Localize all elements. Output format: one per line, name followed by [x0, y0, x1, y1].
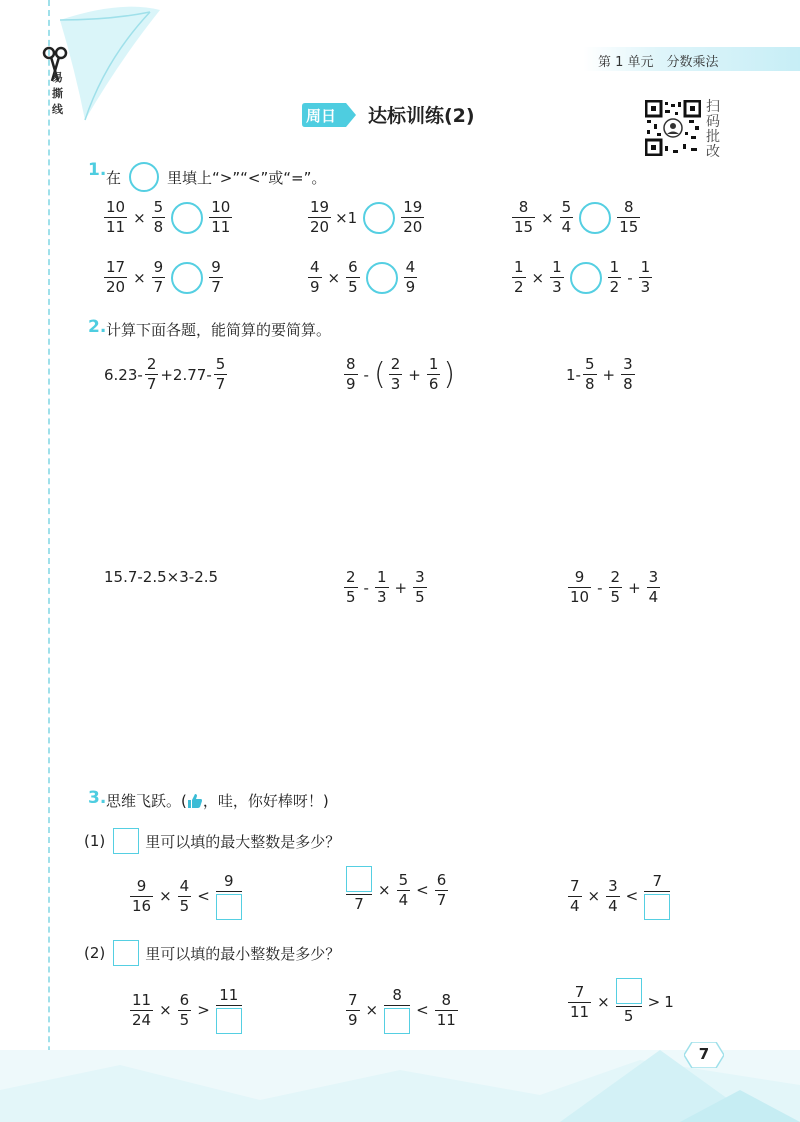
expression-part: 1- — [566, 365, 581, 384]
question-2-text: 计算下面各题，能简算的要简算。 — [106, 321, 332, 339]
fraction: $\frac{2}{5}$ — [610, 568, 621, 606]
fraction: $\frac{2}{5}$ — [346, 568, 356, 606]
sub-question-label: (2) — [84, 944, 106, 962]
answer-box[interactable] — [616, 978, 642, 1004]
fraction: $\frac{8}{15}$ — [619, 198, 639, 236]
question-1-number: 1. — [88, 160, 107, 180]
fraction: $\frac{11}{24}$ — [132, 990, 152, 1029]
fraction: $\frac{1}{2}$ — [609, 258, 620, 296]
fraction: $\frac{7}{9}$ — [348, 990, 358, 1029]
fraction: 8 — [384, 986, 410, 1034]
inequality-2 — [344, 866, 450, 914]
fraction: $\frac{9}{7}$ — [153, 258, 164, 296]
compare-item-5 — [306, 258, 419, 297]
fraction: $\frac{5}{8}$ — [153, 198, 164, 236]
fraction: $\frac{1}{3}$ — [640, 258, 651, 296]
fraction: 7 — [644, 872, 670, 920]
answer-box[interactable] — [346, 866, 372, 892]
fraction: 5 — [616, 978, 642, 1026]
question-1-text — [106, 162, 326, 192]
fraction: 11 — [216, 986, 242, 1034]
question-2-number: 2. — [88, 317, 107, 337]
fraction: $\frac{4}{5}$ — [179, 876, 190, 915]
operator: × — [597, 993, 610, 1011]
operator: × — [365, 1001, 379, 1019]
calc-item-2 — [342, 355, 456, 394]
sub-question-text: 里可以填的最大整数是多少？ — [145, 832, 341, 851]
operator: - — [627, 268, 633, 287]
answer-circle[interactable] — [171, 262, 203, 294]
fraction: $\frac{19}{20}$ — [310, 198, 330, 236]
answer-box[interactable] — [644, 894, 670, 920]
expression-part: 15.7-2.5×3-2.5 — [104, 568, 219, 586]
fraction: $\frac{4}{9}$ — [405, 258, 416, 296]
operator: + — [408, 365, 421, 384]
operator: × — [587, 887, 601, 905]
answer-box[interactable] — [216, 894, 242, 920]
sample-circle — [129, 162, 159, 192]
expression-part: 1 — [664, 993, 674, 1011]
inequality-1 — [128, 872, 244, 920]
fraction: 7 — [346, 866, 372, 914]
operator: × — [159, 887, 172, 905]
operator: - — [597, 578, 603, 597]
compare-item-3 — [510, 198, 642, 237]
fraction: $\frac{5}{7}$ — [215, 355, 226, 393]
operator: × — [159, 1001, 172, 1019]
sample-box — [113, 828, 139, 854]
question-3-praise: ，哇，你好棒呀！) — [202, 792, 329, 810]
calc-item-3 — [566, 355, 637, 394]
compare-item-1 — [102, 198, 234, 237]
operator: + — [394, 578, 408, 597]
calc-item-1 — [104, 355, 229, 394]
qr-label: 扫码批改 — [706, 99, 720, 160]
page-title: 达标训练(2) — [368, 105, 475, 127]
fraction: $\frac{2}{7}$ — [146, 355, 157, 393]
inequality-3 — [566, 872, 672, 920]
fraction: $\frac{5}{4}$ — [561, 198, 572, 236]
unit-title: 第 1 单元 分数乘法 — [598, 55, 719, 70]
sub-question-label: (1) — [84, 832, 106, 850]
fraction: $\frac{9}{7}$ — [211, 258, 221, 296]
fraction: $\frac{3}{8}$ — [623, 355, 633, 393]
fraction: $\frac{5}{8}$ — [584, 355, 595, 393]
question-3-number: 3. — [88, 788, 107, 808]
inequality-5 — [344, 986, 460, 1034]
fraction: $\frac{19}{20}$ — [403, 198, 423, 236]
sample-box — [113, 940, 139, 966]
fraction: $\frac{6}{5}$ — [348, 258, 358, 296]
day-tag: 周日 — [306, 107, 337, 125]
fraction: $\frac{7}{11}$ — [570, 982, 590, 1021]
inequality-6 — [566, 978, 674, 1026]
answer-circle[interactable] — [363, 202, 395, 234]
fraction: $\frac{1}{3}$ — [552, 258, 562, 296]
fraction: $\frac{3}{4}$ — [608, 876, 618, 915]
operator: < — [416, 881, 429, 899]
operator: < — [197, 887, 210, 905]
paren: ) — [443, 356, 456, 392]
fraction: $\frac{10}{11}$ — [211, 198, 231, 236]
answer-circle[interactable] — [171, 202, 203, 234]
answer-circle[interactable] — [579, 202, 611, 234]
fraction: $\frac{6}{7}$ — [436, 870, 447, 909]
operator: > — [647, 993, 661, 1011]
operator: - — [363, 365, 369, 384]
operator: × — [531, 268, 545, 287]
answer-circle[interactable] — [570, 262, 602, 294]
question-3-title: 思维飞跃。( — [106, 792, 187, 810]
answer-circle[interactable] — [366, 262, 398, 294]
calc-item-5 — [342, 568, 429, 607]
qr-code-icon[interactable] — [645, 100, 701, 156]
operator: × — [541, 208, 554, 227]
operator: × — [133, 268, 146, 287]
calc-item-4 — [104, 568, 218, 586]
fraction: $\frac{5}{4}$ — [398, 870, 409, 909]
fraction: $\frac{9}{16}$ — [132, 876, 152, 915]
fraction: $\frac{17}{20}$ — [106, 258, 126, 296]
thumbs-up-icon — [187, 793, 203, 809]
sub-question-2 — [84, 940, 340, 966]
calc-item-6 — [566, 568, 662, 607]
fraction: $\frac{8}{15}$ — [514, 198, 534, 236]
operator: + — [602, 365, 616, 384]
question-3-text — [106, 790, 329, 811]
fraction: $\frac{6}{5}$ — [179, 990, 190, 1029]
fraction: $\frac{9}{10}$ — [570, 568, 590, 606]
corner-decoration — [0, 0, 200, 140]
operator: < — [625, 887, 639, 905]
sub-question-text: 里可以填的最小整数是多少？ — [145, 944, 341, 963]
tear-line-label: 易撕线 — [52, 71, 63, 116]
compare-item-2 — [306, 198, 426, 237]
tear-line — [48, 0, 50, 1122]
question-1-pre: 在 — [106, 168, 122, 187]
operator: > — [197, 1001, 210, 1019]
operator: - — [363, 578, 369, 597]
paren: ( — [373, 356, 386, 392]
page-number: 7 — [698, 1045, 710, 1063]
fraction: $\frac{8}{9}$ — [346, 355, 356, 393]
fraction: $\frac{3}{4}$ — [648, 568, 659, 606]
operator: × — [378, 881, 391, 899]
bottom-decoration — [0, 1030, 800, 1122]
fraction: 9 — [216, 872, 242, 920]
fraction: $\frac{4}{9}$ — [310, 258, 320, 296]
fraction: $\frac{1}{6}$ — [428, 355, 439, 393]
operator: + — [628, 578, 641, 597]
operator: ×1 — [335, 208, 358, 227]
fraction: $\frac{1}{3}$ — [376, 568, 387, 606]
compare-item-4 — [102, 258, 225, 297]
question-1-post: 里填上“>”“<”或“=”。 — [167, 168, 327, 187]
fraction: $\frac{1}{2}$ — [514, 258, 524, 296]
fraction: $\frac{8}{11}$ — [436, 990, 456, 1029]
fraction: $\frac{7}{4}$ — [570, 876, 580, 915]
sub-question-1 — [84, 828, 340, 854]
expression-part: +2.77- — [160, 365, 212, 384]
inequality-4 — [128, 986, 244, 1034]
operator: × — [327, 268, 341, 287]
operator: × — [133, 208, 146, 227]
compare-item-6 — [510, 258, 654, 297]
operator: < — [416, 1001, 429, 1019]
expression-part: 6.23- — [104, 365, 143, 384]
fraction: $\frac{2}{3}$ — [390, 355, 401, 393]
fraction: $\frac{3}{5}$ — [415, 568, 425, 606]
fraction: $\frac{10}{11}$ — [106, 198, 126, 236]
